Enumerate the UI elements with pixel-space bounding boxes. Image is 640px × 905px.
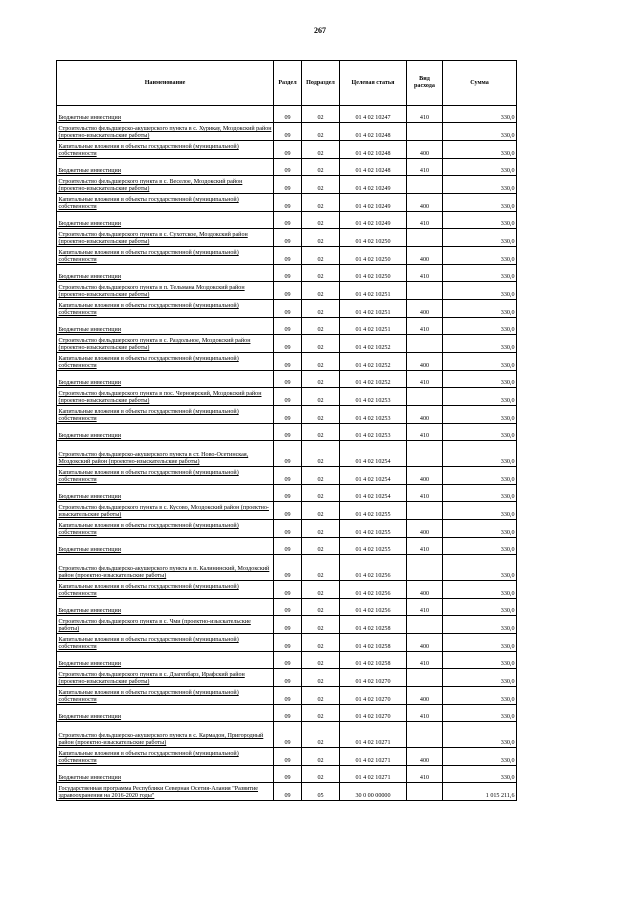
cell-vid [407,669,443,687]
cell-podrazdel: 02 [302,555,340,581]
table-row [57,176,517,194]
cell-sum: 330,0 [443,538,517,555]
cell-razdel: 09 [274,467,302,485]
cell-name: Капитальные вложения в объекты государственной (муниципальной) собственности [57,353,274,371]
table-row [57,141,517,159]
table-row [57,353,517,371]
cell-target: 01 4 02 10249 [340,176,407,194]
cell-target: 01 4 02 10253 [340,388,407,406]
cell-vid: 400 [407,247,443,265]
cell-target: 01 4 02 10270 [340,669,407,687]
cell-sum: 330,0 [443,353,517,371]
cell-vid: 400 [407,581,443,599]
cell-razdel: 09 [274,141,302,159]
table-row [57,441,517,467]
header-razdel: Раздел [274,61,302,106]
cell-razdel: 09 [274,766,302,783]
cell-podrazdel: 02 [302,371,340,388]
cell-sum: 330,0 [443,581,517,599]
cell-target: 01 4 02 10247 [340,106,407,123]
cell-sum: 330,0 [443,599,517,616]
cell-razdel: 09 [274,335,302,353]
cell-vid: 400 [407,194,443,212]
cell-podrazdel: 02 [302,318,340,335]
cell-vid: 410 [407,766,443,783]
cell-razdel: 09 [274,265,302,282]
cell-name: Капитальные вложения в объекты государственной (муниципальной) собственности [57,634,274,652]
table-row [57,467,517,485]
cell-vid: 410 [407,424,443,441]
cell-name: Капитальные вложения в объекты государственной (муниципальной) собственности [57,520,274,538]
cell-podrazdel: 02 [302,247,340,265]
cell-name: Капитальные вложения в объекты государственной (муниципальной) собственности [57,300,274,318]
cell-name: Капитальные вложения в объекты государственной (муниципальной) собственности [57,194,274,212]
cell-razdel: 09 [274,388,302,406]
cell-sum: 330,0 [443,748,517,766]
cell-target: 01 4 02 10270 [340,687,407,705]
cell-razdel: 09 [274,705,302,722]
cell-razdel: 09 [274,652,302,669]
cell-target: 01 4 02 10255 [340,502,407,520]
cell-vid: 410 [407,106,443,123]
cell-name: Бюджетные инвестиции [57,705,274,722]
cell-podrazdel: 02 [302,634,340,652]
cell-vid: 410 [407,265,443,282]
budget-table [56,60,517,801]
header-target: Целевая статья [340,61,407,106]
cell-name: Строительство фельдшерского пункта в с. Дзагепбарз, Ирафский район (проектно-изыскательские работы) [57,669,274,687]
cell-target: 01 4 02 10249 [340,212,407,229]
table-row [57,555,517,581]
cell-podrazdel: 02 [302,722,340,748]
table-row [57,159,517,176]
cell-vid: 410 [407,159,443,176]
cell-name: Строительство фельдшерского пункта в с. Веселое, Моздокский район (проектно-изыскательские работы) [57,176,274,194]
cell-target: 01 4 02 10251 [340,282,407,300]
cell-sum: 330,0 [443,555,517,581]
table-row [57,371,517,388]
header-podrazdel: Подраздел [302,61,340,106]
cell-podrazdel: 02 [302,300,340,318]
cell-target: 01 4 02 10250 [340,265,407,282]
cell-name: Строительство фельдшерского пункта в с. Чми (проектно-изыскательские работы) [57,616,274,634]
cell-sum: 330,0 [443,722,517,748]
cell-sum: 330,0 [443,300,517,318]
table-row [57,106,517,123]
cell-target: 01 4 02 10270 [340,705,407,722]
cell-name: Строительство фельдшерско-акушерского пункта в ст. Ново-Осетинская, Моздокский район (проектно-изыскательские работы) [57,441,274,467]
cell-podrazdel: 02 [302,141,340,159]
cell-podrazdel: 02 [302,424,340,441]
table-header-row [57,61,517,106]
cell-razdel: 09 [274,300,302,318]
cell-podrazdel: 02 [302,106,340,123]
table-row [57,538,517,555]
cell-vid [407,555,443,581]
cell-target: 01 4 02 10248 [340,123,407,141]
cell-name: Бюджетные инвестиции [57,212,274,229]
cell-name: Капитальные вложения в объекты государственной (муниципальной) собственности [57,687,274,705]
cell-podrazdel: 02 [302,265,340,282]
cell-razdel: 09 [274,783,302,801]
cell-target: 01 4 02 10271 [340,722,407,748]
cell-razdel: 09 [274,247,302,265]
cell-podrazdel: 02 [302,335,340,353]
table-row [57,335,517,353]
cell-name: Строительство фельдшерско-акушерского пункта в с. Хурикау, Моздокский район (проектно-изыскательские работы) [57,123,274,141]
cell-name: Строительство фельдшерского пункта в п. Тельмана Моздокский район (проектно-изыскательские работы) [57,282,274,300]
cell-razdel: 09 [274,502,302,520]
cell-razdel: 09 [274,485,302,502]
cell-vid [407,123,443,141]
cell-target: 01 4 02 10249 [340,194,407,212]
cell-vid [407,722,443,748]
cell-sum: 330,0 [443,520,517,538]
cell-podrazdel: 02 [302,766,340,783]
cell-target: 01 4 02 10248 [340,141,407,159]
table-row [57,212,517,229]
cell-name: Бюджетные инвестиции [57,318,274,335]
cell-sum: 330,0 [443,194,517,212]
table-row [57,599,517,616]
cell-podrazdel: 02 [302,669,340,687]
table-row [57,300,517,318]
cell-name: Капитальные вложения в объекты государственной (муниципальной) собственности [57,581,274,599]
table-row [57,783,517,801]
cell-sum: 330,0 [443,705,517,722]
cell-podrazdel: 02 [302,581,340,599]
cell-razdel: 09 [274,669,302,687]
table-row [57,229,517,247]
cell-sum: 330,0 [443,485,517,502]
cell-name: Строительство фельдшерского пункта в с. Сухотское, Моздокский район (проектно-изыскательские работы) [57,229,274,247]
cell-sum: 330,0 [443,229,517,247]
table-row [57,502,517,520]
cell-name: Бюджетные инвестиции [57,371,274,388]
table-row [57,123,517,141]
cell-vid: 410 [407,652,443,669]
cell-razdel: 09 [274,722,302,748]
cell-razdel: 09 [274,123,302,141]
cell-vid: 410 [407,485,443,502]
cell-vid: 400 [407,141,443,159]
cell-name: Государственная программа Республики Северная Осетия-Алания "Развитие здравоохранения на 2016-2020 годы" [57,783,274,801]
cell-podrazdel: 02 [302,748,340,766]
cell-vid [407,616,443,634]
cell-sum: 330,0 [443,634,517,652]
cell-razdel: 09 [274,371,302,388]
cell-razdel: 09 [274,318,302,335]
cell-target: 01 4 02 10256 [340,581,407,599]
cell-razdel: 09 [274,406,302,424]
cell-target: 01 4 02 10251 [340,300,407,318]
cell-vid [407,335,443,353]
cell-target: 01 4 02 10254 [340,441,407,467]
cell-vid [407,176,443,194]
cell-target: 01 4 02 10256 [340,555,407,581]
cell-podrazdel: 02 [302,467,340,485]
cell-vid: 400 [407,520,443,538]
cell-sum: 330,0 [443,467,517,485]
cell-razdel: 09 [274,424,302,441]
cell-target: 01 4 02 10252 [340,371,407,388]
cell-sum: 330,0 [443,318,517,335]
cell-sum: 330,0 [443,176,517,194]
cell-vid: 410 [407,538,443,555]
table-row [57,687,517,705]
cell-target: 01 4 02 10250 [340,247,407,265]
table-row [57,748,517,766]
cell-vid: 410 [407,705,443,722]
cell-podrazdel: 02 [302,599,340,616]
cell-target: 01 4 02 10254 [340,485,407,502]
cell-name: Капитальные вложения в объекты государственной (муниципальной) собственности [57,247,274,265]
cell-sum: 1 015 211,6 [443,783,517,801]
cell-vid: 400 [407,467,443,485]
cell-sum: 330,0 [443,265,517,282]
cell-razdel: 09 [274,599,302,616]
cell-vid [407,783,443,801]
cell-vid: 400 [407,300,443,318]
cell-razdel: 09 [274,538,302,555]
table-row [57,406,517,424]
cell-razdel: 09 [274,687,302,705]
cell-podrazdel: 02 [302,502,340,520]
cell-vid: 400 [407,748,443,766]
cell-vid [407,229,443,247]
table-row [57,520,517,538]
cell-sum: 330,0 [443,669,517,687]
cell-podrazdel: 02 [302,616,340,634]
cell-name: Бюджетные инвестиции [57,652,274,669]
table-row [57,388,517,406]
header-vid: Вид расхода [407,61,443,106]
cell-razdel: 09 [274,194,302,212]
cell-podrazdel: 02 [302,520,340,538]
cell-target: 01 4 02 10258 [340,634,407,652]
page-number: 267 [314,26,326,35]
cell-name: Капитальные вложения в объекты государственной (муниципальной) собственности [57,406,274,424]
cell-razdel: 09 [274,616,302,634]
table-row [57,652,517,669]
cell-name: Строительство фельдшерского пункта в с. Кусово, Моздокский район (проектно-изыскательские работы) [57,502,274,520]
cell-name: Бюджетные инвестиции [57,538,274,555]
table-row [57,581,517,599]
cell-vid [407,388,443,406]
cell-razdel: 09 [274,282,302,300]
cell-razdel: 09 [274,229,302,247]
cell-name: Бюджетные инвестиции [57,485,274,502]
cell-podrazdel: 02 [302,485,340,502]
cell-name: Строительство фельдшерского пункта в с. Раздольное, Моздокский район (проектно-изыскательские работы) [57,335,274,353]
cell-vid: 410 [407,212,443,229]
cell-target: 01 4 02 10248 [340,159,407,176]
table-row [57,705,517,722]
table-row [57,766,517,783]
cell-vid [407,282,443,300]
cell-podrazdel: 02 [302,229,340,247]
cell-podrazdel: 05 [302,783,340,801]
table-row [57,634,517,652]
table-row [57,318,517,335]
cell-name: Бюджетные инвестиции [57,159,274,176]
cell-podrazdel: 02 [302,441,340,467]
cell-name: Бюджетные инвестиции [57,599,274,616]
header-sum: Сумма [443,61,517,106]
cell-podrazdel: 02 [302,353,340,371]
cell-sum: 330,0 [443,335,517,353]
cell-podrazdel: 02 [302,123,340,141]
cell-vid: 410 [407,318,443,335]
table-row [57,282,517,300]
cell-sum: 330,0 [443,616,517,634]
cell-target: 01 4 02 10271 [340,748,407,766]
table-row [57,722,517,748]
cell-podrazdel: 02 [302,159,340,176]
cell-name: Бюджетные инвестиции [57,424,274,441]
cell-vid: 400 [407,687,443,705]
cell-sum: 330,0 [443,441,517,467]
cell-razdel: 09 [274,353,302,371]
cell-razdel: 09 [274,634,302,652]
cell-name: Бюджетные инвестиции [57,106,274,123]
cell-sum: 330,0 [443,687,517,705]
table-row [57,265,517,282]
table-row [57,616,517,634]
cell-target: 01 4 02 10254 [340,467,407,485]
cell-razdel: 09 [274,212,302,229]
cell-podrazdel: 02 [302,687,340,705]
cell-vid [407,441,443,467]
cell-podrazdel: 02 [302,705,340,722]
cell-podrazdel: 02 [302,406,340,424]
cell-target: 01 4 02 10271 [340,766,407,783]
cell-target: 01 4 02 10258 [340,616,407,634]
cell-name: Строительство фельдшерского пункта в пос. Черноярский, Моздокский район (проектно-изыскательские работы) [57,388,274,406]
cell-sum: 330,0 [443,106,517,123]
cell-sum: 330,0 [443,766,517,783]
cell-razdel: 09 [274,520,302,538]
cell-name: Строительство фельдшерско-акушерского пункта в п. Калининский, Моздокский район (проектно-изыскательские работы) [57,555,274,581]
cell-podrazdel: 02 [302,194,340,212]
cell-razdel: 09 [274,159,302,176]
cell-target: 01 4 02 10256 [340,599,407,616]
cell-sum: 330,0 [443,502,517,520]
cell-target: 01 4 02 10255 [340,538,407,555]
cell-target: 01 4 02 10253 [340,424,407,441]
cell-vid [407,502,443,520]
cell-sum: 330,0 [443,282,517,300]
cell-vid: 400 [407,406,443,424]
cell-podrazdel: 02 [302,212,340,229]
cell-sum: 330,0 [443,123,517,141]
header-name: Наименование [57,61,274,106]
cell-sum: 330,0 [443,388,517,406]
cell-name: Капитальные вложения в объекты государственной (муниципальной) собственности [57,467,274,485]
cell-target: 01 4 02 10258 [340,652,407,669]
cell-sum: 330,0 [443,652,517,669]
cell-vid: 400 [407,634,443,652]
table-row [57,194,517,212]
cell-name: Строительство фельдшерско-акушерского пункта в с. Кармадон, Пригородный район (проектно-изыскательские работы) [57,722,274,748]
cell-podrazdel: 02 [302,282,340,300]
cell-podrazdel: 02 [302,176,340,194]
cell-name: Капитальные вложения в объекты государственной (муниципальной) собственности [57,748,274,766]
cell-sum: 330,0 [443,141,517,159]
cell-target: 01 4 02 10251 [340,318,407,335]
cell-podrazdel: 02 [302,652,340,669]
cell-podrazdel: 02 [302,388,340,406]
cell-vid: 410 [407,371,443,388]
cell-sum: 330,0 [443,406,517,424]
cell-sum: 330,0 [443,247,517,265]
cell-target: 30 0 00 00000 [340,783,407,801]
cell-sum: 330,0 [443,212,517,229]
cell-target: 01 4 02 10255 [340,520,407,538]
cell-target: 01 4 02 10252 [340,353,407,371]
cell-razdel: 09 [274,106,302,123]
cell-vid: 400 [407,353,443,371]
table-row [57,424,517,441]
cell-razdel: 09 [274,176,302,194]
table-row [57,669,517,687]
cell-target: 01 4 02 10250 [340,229,407,247]
cell-name: Бюджетные инвестиции [57,766,274,783]
cell-razdel: 09 [274,748,302,766]
cell-target: 01 4 02 10253 [340,406,407,424]
cell-name: Бюджетные инвестиции [57,265,274,282]
table-row [57,485,517,502]
cell-sum: 330,0 [443,159,517,176]
cell-razdel: 09 [274,555,302,581]
cell-sum: 330,0 [443,371,517,388]
cell-vid: 410 [407,599,443,616]
cell-podrazdel: 02 [302,538,340,555]
table-body [57,106,517,801]
cell-target: 01 4 02 10252 [340,335,407,353]
cell-razdel: 09 [274,581,302,599]
cell-sum: 330,0 [443,424,517,441]
table-row [57,247,517,265]
cell-razdel: 09 [274,441,302,467]
cell-name: Капитальные вложения в объекты государственной (муниципальной) собственности [57,141,274,159]
